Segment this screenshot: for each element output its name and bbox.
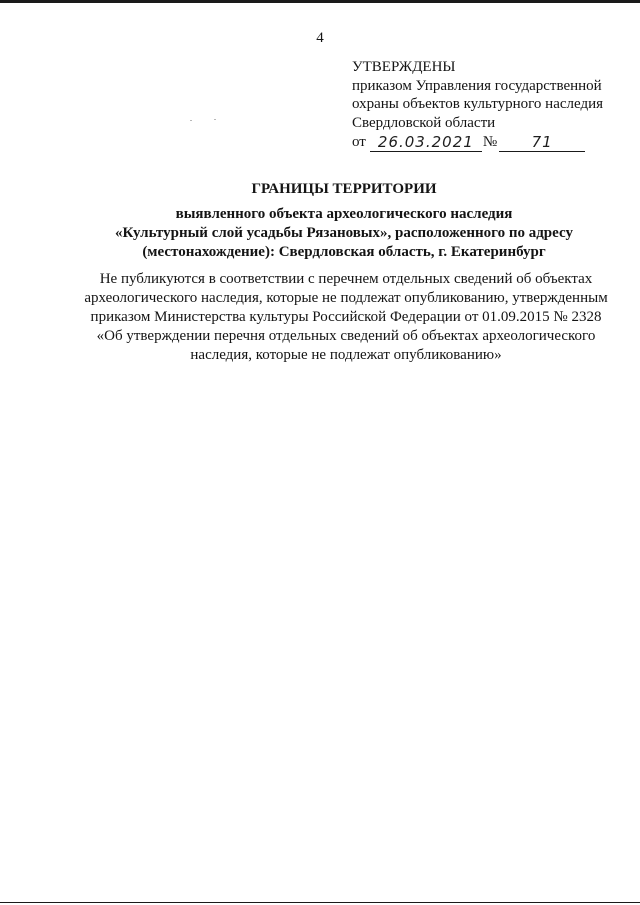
- approval-line: Свердловской области: [352, 114, 496, 131]
- scan-bottom-edge: [0, 902, 640, 903]
- approval-line: охраны объектов культурного наследия: [352, 96, 604, 112]
- notice-line: археологического наследия, которые не подлежат опубликованию, утвержденным: [84, 290, 608, 306]
- approval-block: [352, 58, 603, 152]
- handwritten-date: 26.03.2021: [370, 134, 482, 152]
- heading-line: «Культурный слой усадьбы Рязановых», расположенного по адресу: [115, 225, 573, 241]
- number-sign: №: [482, 134, 498, 150]
- date-prefix: от: [352, 134, 366, 150]
- heading-line: выявленного объекта археологического наследия: [175, 206, 513, 222]
- document-heading: [24, 180, 640, 262]
- scan-speck: [214, 119, 216, 120]
- notice-line: Не публикуются в соответствии с перечнем отдельных сведений об объектах: [99, 271, 593, 287]
- notice-line: приказом Министерства культуры Российской Федерации от 01.09.2015 № 2328: [90, 309, 602, 325]
- notice-line: наследия, которые не подлежат опубликованию»: [190, 347, 502, 363]
- approval-heading: УТВЕРЖДЕНЫ: [352, 59, 456, 75]
- notice-line: «Об утверждении перечня отдельных сведений об объектах археологического: [96, 328, 596, 344]
- scan-speck: [190, 120, 192, 121]
- heading-title: ГРАНИЦЫ ТЕРРИТОРИИ: [251, 181, 437, 197]
- order-reference: [352, 133, 603, 152]
- scan-top-edge: [0, 0, 640, 3]
- handwritten-order-number: 71: [499, 134, 585, 152]
- publication-notice: [60, 270, 632, 365]
- page-number: 4: [316, 30, 324, 46]
- heading-line: (местонахождение): Свердловская область, г. Екатеринбург: [142, 244, 546, 260]
- approval-line: приказом Управления государственной: [352, 77, 602, 94]
